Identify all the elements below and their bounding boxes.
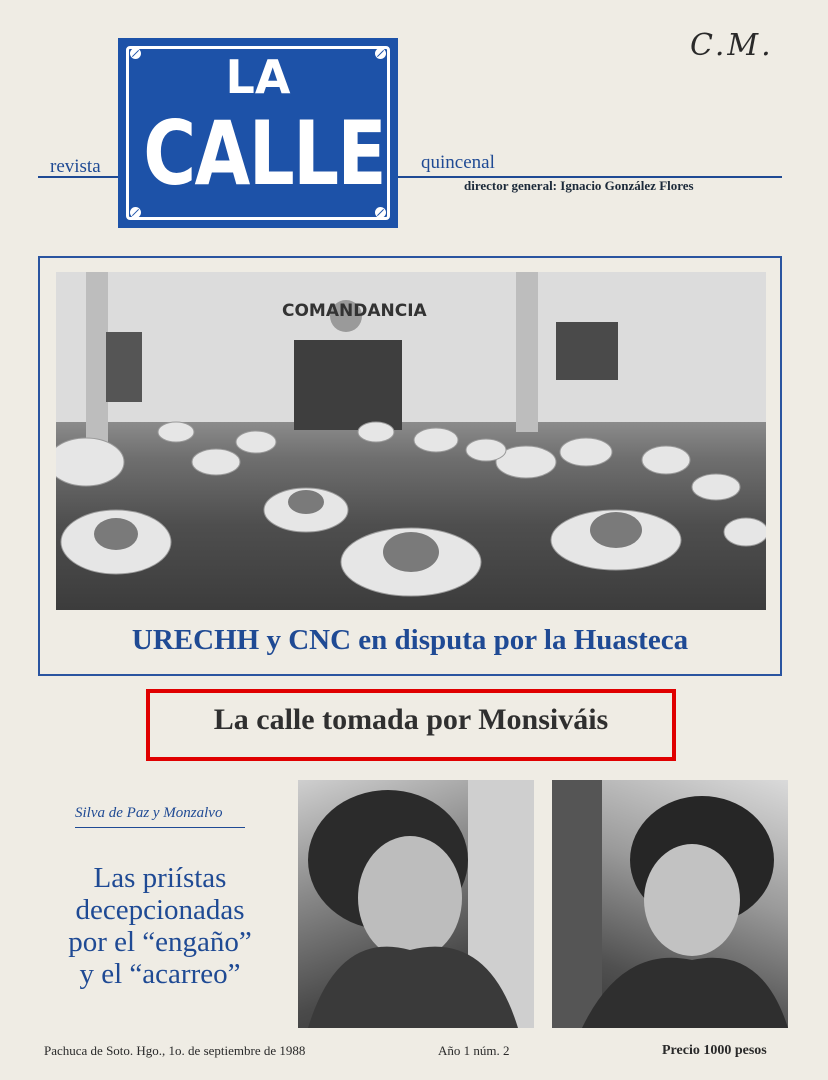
portrait-photo-left <box>298 780 534 1028</box>
headline-line: Las priístas <box>93 862 227 894</box>
footer-place-date: Pachuca de Soto. Hgo., 1o. de septiembre de 1988 <box>44 1043 306 1058</box>
portrait-photo-right <box>552 780 788 1028</box>
footer-issue: Año 1 núm. 2 <box>438 1043 510 1058</box>
byline-rule <box>75 827 245 828</box>
headline-line: por el “engaño” <box>68 926 252 958</box>
handwritten-initials: C.M. <box>690 28 774 63</box>
masthead-quincenal-label: quincenal <box>421 152 495 173</box>
crowd-photo <box>56 272 766 610</box>
headline-line: y el “acarreo” <box>79 958 241 990</box>
screw-icon <box>130 207 141 218</box>
side-story-headline <box>40 862 280 990</box>
side-story-byline: Silva de Paz y Monzalvo <box>75 805 223 821</box>
crowd-photo-illustration <box>56 272 766 610</box>
magazine-logo <box>118 38 398 228</box>
logo-calle-text: CALLE <box>143 102 386 205</box>
comandancia-sign: COMANDANCIA <box>282 301 427 321</box>
director-credit: director general: Ignacio González Flores <box>464 178 694 193</box>
logo-la-text: LA <box>225 50 291 104</box>
footer-price: Precio 1000 pesos <box>662 1043 767 1058</box>
main-headline: URECHH y CNC en disputa por la Huasteca <box>131 624 689 656</box>
monsivais-headline: La calle tomada por Monsiváis <box>213 703 609 736</box>
headline-line: decepcionadas <box>75 894 245 926</box>
screw-icon <box>375 207 386 218</box>
masthead-revista-label: revista <box>50 156 101 177</box>
portrait-illustration <box>298 780 534 1028</box>
portrait-illustration <box>552 780 788 1028</box>
